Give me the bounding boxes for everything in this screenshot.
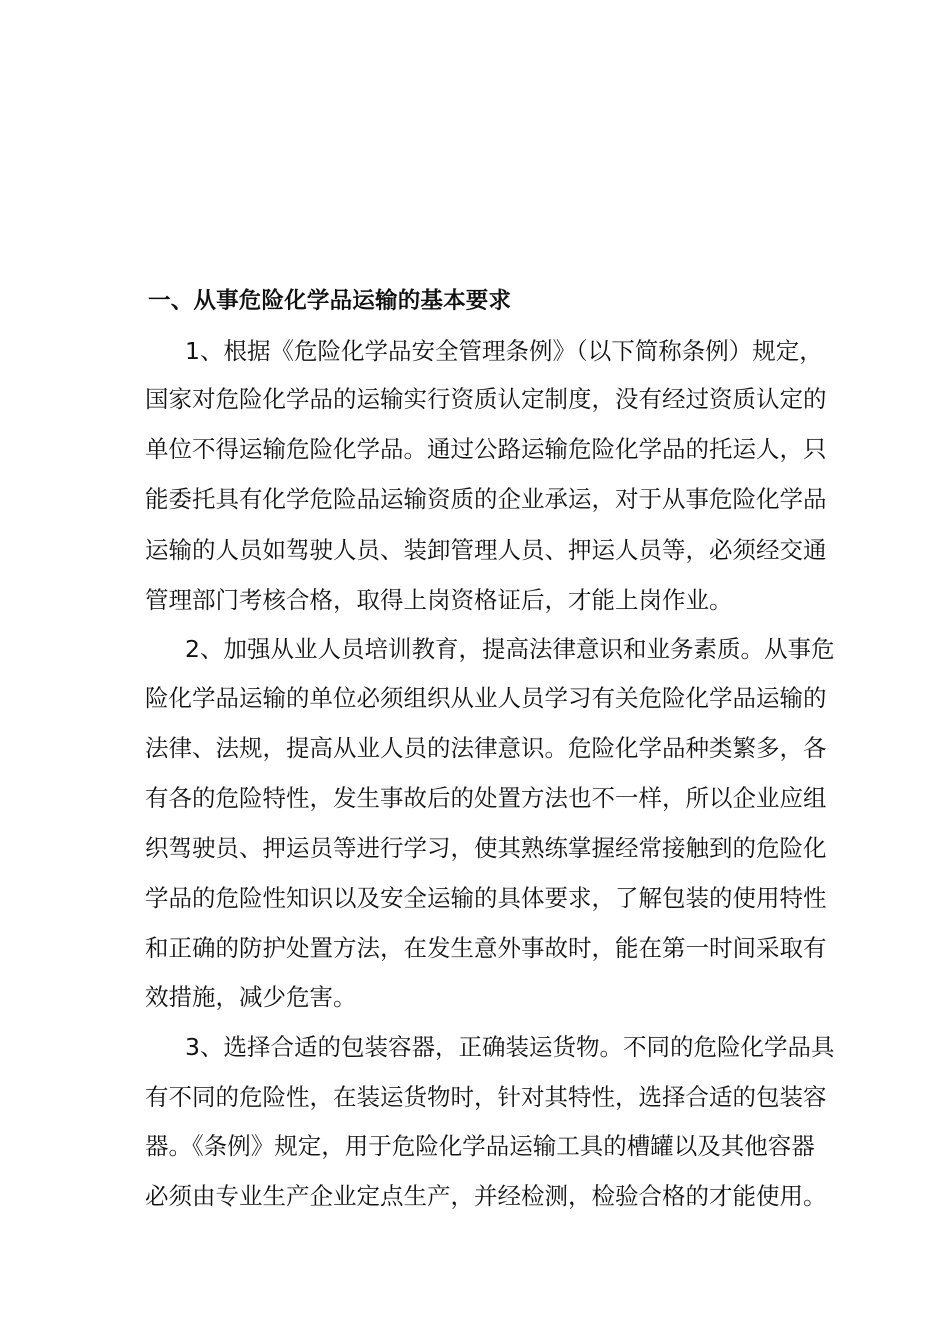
- paragraph-1-line-6: 管理部门考核合格，取得上岗资格证后，才能上岗作业。: [145, 586, 733, 614]
- paragraph-2-line-2: 险化学品运输的单位必须组织从业人员学习有关危险化学品运输的: [145, 684, 827, 712]
- paragraph-1-line-4: 能委托具有化学危险品运输资质的企业承运，对于从事危险化学品: [145, 485, 827, 513]
- section-heading: 一、从事危险化学品运输的基本要求: [148, 288, 512, 314]
- paragraph-2-line-4: 有各的危险特性，发生事故后的处置方法也不一样，所以企业应组: [145, 784, 827, 812]
- paragraph-3-line-3: 器。《条例》规定，用于危险化学品运输工具的槽罐以及其他容器: [145, 1132, 815, 1160]
- paragraph-1-line-3: 单位不得运输危险化学品。通过公路运输危险化学品的托运人，只: [145, 435, 827, 463]
- paragraph-1-line-1: 1、根据《危险化学品安全管理条例》（以下简称条例）规定，: [185, 337, 823, 365]
- paragraph-2-line-7: 和正确的防护处置方法，在发生意外事故时，能在第一时间采取有: [145, 934, 827, 962]
- paragraph-1-line-5: 运输的人员如驾驶人员、装卸管理人员、押运人员等，必须经交通: [145, 536, 827, 564]
- paragraph-3-line-1: 3、选择合适的包装容器，正确装运货物。不同的危险化学品具: [185, 1033, 835, 1061]
- paragraph-3-line-2: 有不同的危险性，在装运货物时，针对其特性，选择合适的包装容: [145, 1083, 827, 1111]
- paragraph-2-line-5: 织驾驶员、押运员等进行学习，使其熟练掌握经常接触到的危险化: [145, 834, 827, 862]
- paragraph-2-line-1: 2、加强从业人员培训教育，提高法律意识和业务素质。从事危: [185, 635, 835, 663]
- paragraph-3-line-4: 必须由专业生产企业定点生产，并经检测，检验合格的才能使用。: [145, 1182, 827, 1210]
- paragraph-2-line-6: 学品的危险性知识以及安全运输的具体要求，了解包装的使用特性: [145, 884, 827, 912]
- paragraph-1-line-2: 国家对危险化学品的运输实行资质认定制度，没有经过资质认定的: [145, 385, 827, 413]
- paragraph-2-line-3: 法律、法规，提高从业人员的法律意识。危险化学品种类繁多，各: [145, 734, 827, 762]
- paragraph-2-line-8: 效措施，减少危害。: [145, 983, 357, 1011]
